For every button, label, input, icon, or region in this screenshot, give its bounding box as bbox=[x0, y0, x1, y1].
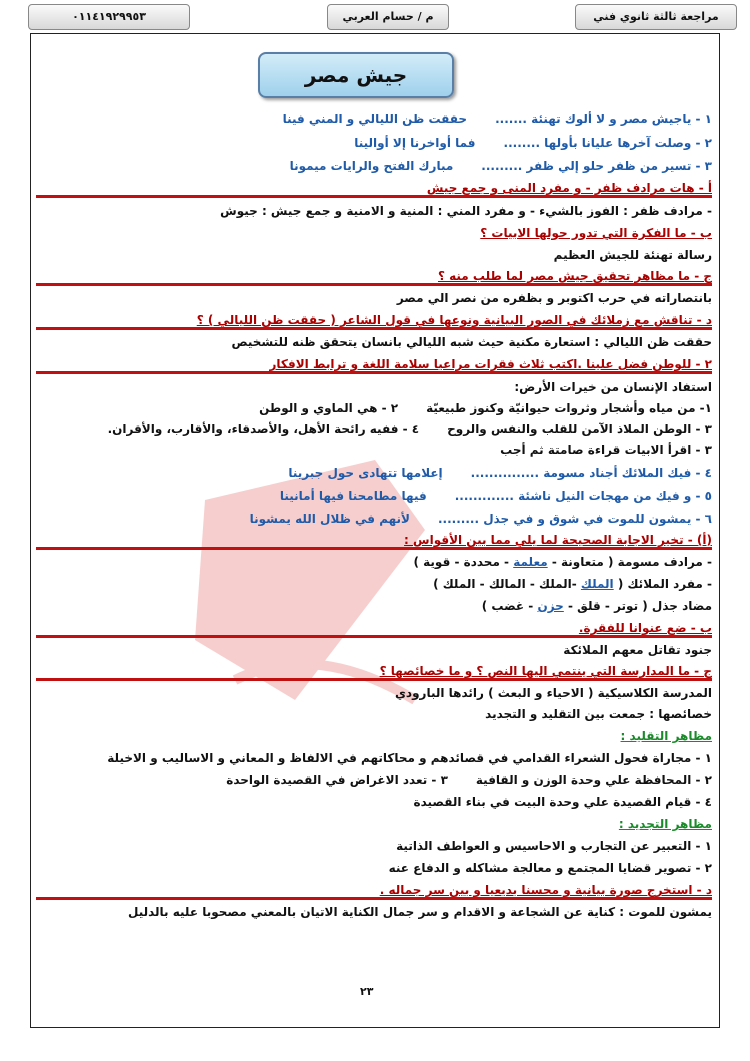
poem-verse-2: ٢ - وصلت آخرها عليانا بأولها ........فما أواخرنا إلا أوالينا bbox=[354, 136, 712, 150]
answer-5-line-2: ٣ - الوطن الملاذ الآمن للقلب والنفس والروح٤ - ففيه رائحة الأهل، والأصدقاء، والأقارب، والأقران. bbox=[107, 422, 712, 436]
answer-1: - مرادف ظفر : الفوز بالشيء - و مفرد المني : المنية و الامنية و جمع جيش : جيوش bbox=[220, 204, 712, 218]
choice-2-answer: الملك bbox=[580, 577, 614, 591]
heading-tradition: مظاهر التقليد : bbox=[620, 729, 712, 743]
tradition-item-4: ٤ - قيام القصيدة علي وحدة البيت في بناء القصيدة bbox=[413, 795, 712, 809]
answer-5-line-1: ١- من مياه وأشجار وثروات حيوانيّة وكنوز طبيعيّة٢ - هي الماوي و الوطن bbox=[259, 401, 712, 415]
question-10: د - استخرج صورة بيانية و محسنا بديعيا و بين سر جماله . bbox=[36, 883, 712, 900]
question-3: ج - ما مظاهر تحقيق جيش مصر لما طلب منه ؟ bbox=[36, 269, 712, 286]
header-phone-label: ٠١١٤١٩٢٩٩٥٣ bbox=[28, 4, 190, 30]
answer-9-line-2: خصائصها : جمعت بين التقليد و التجديد bbox=[485, 707, 712, 721]
header-right-label: مراجعة ثالثة ثانوي فني bbox=[575, 4, 737, 30]
poem-verse-4: ٤ - فيك الملائك أجناد مسومة ...............إعلامها تتهادى حول جبرينا bbox=[288, 466, 712, 480]
heading-renewal: مظاهر التجديد : bbox=[618, 817, 712, 831]
tradition-item-1: ١ - مجاراة فحول الشعراء القدامي في قصائدهم و محاكاتهم في الالفاظ و المعاني و الاساليب و الاخيلة bbox=[107, 751, 712, 765]
poem-verse-6: ٦ - يمشون للموت في شوق و في جذل .........لأنهم في ظلال الله يمشونا bbox=[249, 512, 712, 526]
tradition-item-2-3: ٢ - المحافظة علي وحدة الوزن و القافية٣ - تعدد الاغراض في القصيدة الواحدة bbox=[226, 773, 712, 787]
question-9: ج - ما المدارسة التي ينتمي اليها النص ؟ و ما خصائصها ؟ bbox=[36, 664, 712, 681]
header-author-label: م / حسام العربي bbox=[327, 4, 449, 30]
question-2: ب - ما الفكرة التي تدور حولها الابيات ؟ bbox=[480, 226, 712, 240]
answer-9-line-1: المدرسة الكلاسيكية ( الاحياء و البعث ) رائدها البارودي bbox=[394, 686, 712, 700]
poem-verse-5: ٥ - و فيك من مهجات النيل ناشئة .............فيها مطامحنا فيها أمانينا bbox=[279, 489, 712, 503]
question-1: أ - هات مرادف ظفر - و مفرد المنى و جمع جيش bbox=[36, 181, 712, 198]
choice-3-answer: حزن bbox=[537, 599, 564, 613]
renewal-item-1: ١ - التعبير عن التجارب و الاحاسيس و العواطف الذاتية bbox=[396, 839, 712, 853]
poem-verse-3: ٣ - تسير من ظفر حلو إلي ظفر .........مبارك الفتح والرايات ميمونا bbox=[289, 159, 712, 173]
poem-verse-1: ١ - ياجيش مصر و لا ألوك تهنئة .......حققت ظن الليالي و المني فينا bbox=[282, 112, 712, 126]
question-6: ٣ - اقرأ الابيات قراءة صامتة ثم أجب bbox=[500, 443, 712, 457]
answer-8: جنود تقاتل معهم الملائكة bbox=[563, 643, 712, 657]
page-number: ٢٣ bbox=[360, 985, 374, 998]
question-5: ٢ - للوطن فضل علينا .اكتب ثلاث فقرات مراعيا سلامة اللغة و ترابط الافكار bbox=[36, 357, 712, 374]
choice-1: - مرادف مسومة ( متعاونة - معلمة - محددة - قوية ) bbox=[413, 555, 712, 569]
answer-3: بانتصاراته في حرب اكتوبر و بظفره من نصر الي مصر bbox=[396, 291, 712, 305]
question-8: ب - ضع عنوانا للفقرة. bbox=[36, 621, 712, 638]
renewal-item-2: ٢ - تصوير قضايا المجتمع و معالجة مشاكله و الدفاع عنه bbox=[388, 861, 712, 875]
choice-1-answer: معلمة bbox=[513, 555, 548, 569]
answer-10: يمشون للموت : كناية عن الشجاعة و الاقدام و سر جمال الكناية الاتيان بالمعني مصحوبا عليه بالدليل bbox=[128, 905, 712, 919]
choice-2: - مفرد الملائك ( الملك -الملك - المالك - الملك ) bbox=[433, 577, 712, 591]
choice-3: مضاد جذل ( توتر - قلق - حزن - غضب ) bbox=[481, 599, 712, 613]
answer-5-intro: استفاد الإنسان من خيرات الأرض: bbox=[514, 380, 712, 394]
question-7: (أ) - تخير الاجابة الصحيحة لما يلي مما بين الأقواس : bbox=[36, 533, 712, 550]
answer-2: رسالة تهنئة للجيش العظيم bbox=[553, 248, 712, 262]
page-title: جيش مصر bbox=[258, 52, 454, 98]
answer-4: حققت ظن الليالي : استعارة مكنية حيث شبه الليالي بانسان يتحقق ظنه للتشخيص bbox=[231, 335, 712, 349]
question-4: د - تناقش مع زملائك في الصور البيانية ونوعها في قول الشاعر ( حققت ظن الليالي ) ؟ bbox=[36, 313, 712, 330]
